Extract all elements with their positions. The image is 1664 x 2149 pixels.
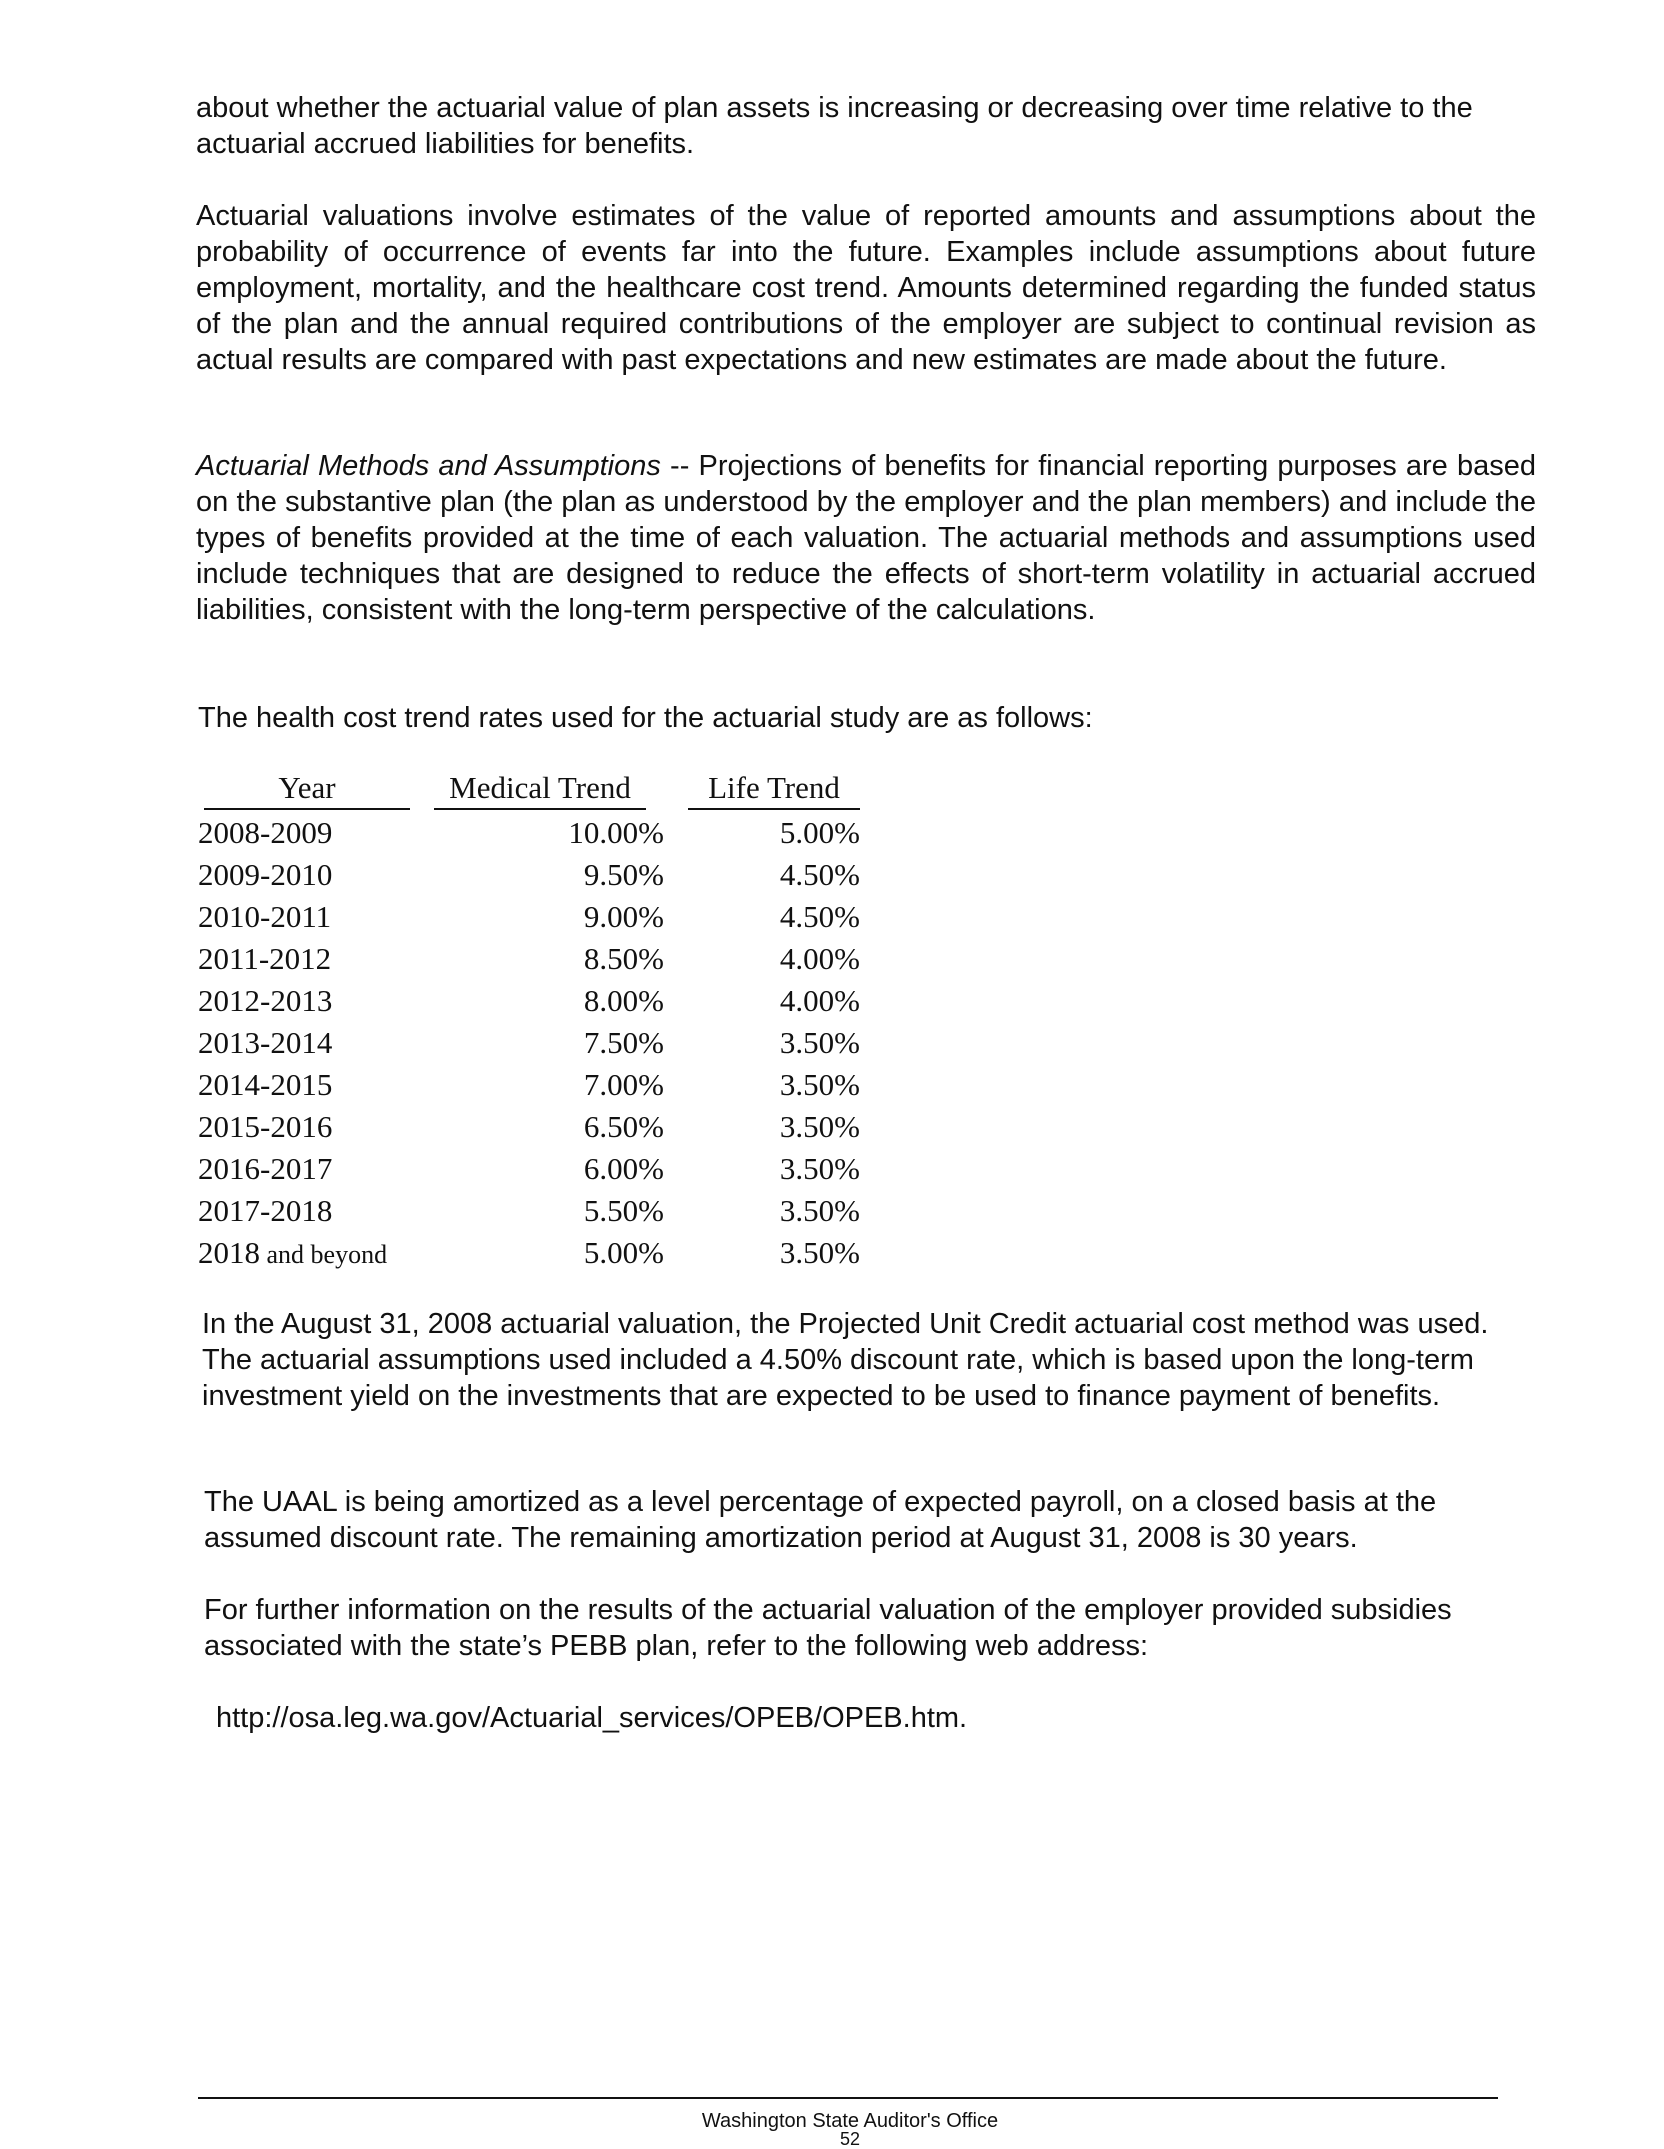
footer-rule (198, 2097, 1498, 2099)
footer-office-name: Washington State Auditor's Office (701, 2110, 999, 2132)
paragraph-intro: about whether the actuarial value of plan assets is increasing or decreasing over time relative to the actuarial accrued liabilities for benefits. (196, 92, 1473, 160)
trend-table-row (198, 1232, 860, 1274)
cell-life-trend: 4.50% (779, 857, 860, 892)
trend-table-row (198, 854, 860, 896)
paragraph-trend-intro: The health cost trend rates used for the actuarial study are as follows: (198, 702, 1093, 734)
cell-year: 2015-2016 (198, 1109, 333, 1144)
cell-life-trend: 3.50% (779, 1109, 860, 1144)
page-number: 52 (839, 2129, 861, 2149)
cell-medical-trend: 10.00% (568, 815, 664, 850)
paragraph-valuations: Actuarial valuations involve estimates of the value of reported amounts and assumptions about the probability of occurrence of events far into the future. Examples include assumptions about future employment, mortality, and the healthcare cost trend. Amounts determined regarding the funded status of the plan and the annual required contributions of the employer are subject to continual revision as actual results are compared with past expectations and new estimates are made about the future. (196, 200, 1536, 376)
trend-table-row (198, 1148, 860, 1190)
cell-year: 2008-2009 (198, 815, 333, 850)
cell-life-trend: 3.50% (779, 1067, 860, 1102)
cell-life-trend: 3.50% (779, 1025, 860, 1060)
cell-medical-trend: 5.50% (583, 1193, 664, 1228)
cell-year: 2013-2014 (198, 1025, 333, 1060)
header-year: Year (198, 770, 416, 812)
cell-year: 2011-2012 (198, 941, 332, 976)
cell-year: 2016-2017 (198, 1151, 333, 1186)
cell-medical-trend: 9.00% (583, 899, 664, 934)
cell-medical-trend: 6.00% (583, 1151, 664, 1186)
paragraph-further-info: For further information on the results of the actuarial valuation of the employer provided subsidies associated with the state’s PEBB plan, refer to the following web address: (204, 1594, 1452, 1662)
cell-life-trend: 3.50% (779, 1235, 860, 1270)
cell-medical-trend: 5.00% (583, 1235, 664, 1270)
trend-table-row (198, 1022, 860, 1064)
pebb-web-address[interactable]: http://osa.leg.wa.gov/Actuarial_services/OPEB/OPEB.htm. (216, 1702, 968, 1734)
cell-life-trend: 4.00% (779, 941, 860, 976)
cell-life-trend: 3.50% (779, 1193, 860, 1228)
cell-year: 2017-2018 (198, 1193, 333, 1228)
paragraph-uaal: The UAAL is being amortized as a level percentage of expected payroll, on a closed basis at the assumed discount rate. The remaining amortization period at August 31, 2008 is 30 years. (204, 1486, 1437, 1554)
methods-heading: Actuarial Methods and Assumptions (196, 450, 661, 482)
cell-year: 2010-2011 (198, 899, 332, 934)
cell-year: 2018 and beyond (198, 1235, 388, 1270)
cell-medical-trend: 7.50% (583, 1025, 664, 1060)
cell-year: 2009-2010 (198, 857, 333, 892)
trend-table-header-row (198, 770, 860, 812)
cell-medical-trend: 7.00% (583, 1067, 664, 1102)
cell-life-trend: 5.00% (779, 815, 860, 850)
trend-table-row (198, 812, 860, 854)
trend-table-row (198, 896, 860, 938)
methods-body: -- Projections of benefits for financial reporting purposes are based on the substantive plan (the plan as understood by the employer and the plan members) and include the types of benefits provided at the time of each valuation. The actuarial methods and assumptions used include techniques that are designed to reduce the effects of short-term volatility in actuarial accrued liabilities, consistent with the long-term perspective of the calculations. (196, 450, 1536, 626)
cell-medical-trend: 6.50% (583, 1109, 664, 1144)
header-medical-trend: Medical Trend (416, 770, 670, 812)
trend-table-row (198, 980, 860, 1022)
header-life-trend: Life Trend (670, 770, 860, 812)
cell-life-trend: 4.00% (779, 983, 860, 1018)
trend-table-body (198, 812, 860, 1274)
cell-medical-trend: 8.00% (583, 983, 664, 1018)
trend-table-row (198, 938, 860, 980)
paragraph-methods (196, 448, 1536, 628)
cell-medical-trend: 8.50% (583, 941, 664, 976)
paragraph-valuation-2008: In the August 31, 2008 actuarial valuation, the Projected Unit Credit actuarial cost method was used. The actuarial assumptions used included a 4.50% discount rate, which is based upon the long-term investment yield on the investments that are expected to be used to finance payment of benefits. (202, 1308, 1489, 1412)
trend-table-row (198, 1064, 860, 1106)
cell-life-trend: 4.50% (779, 899, 860, 934)
cell-medical-trend: 9.50% (583, 857, 664, 892)
trend-table-row (198, 1106, 860, 1148)
trend-rates-table (198, 770, 860, 1274)
cell-year: 2012-2013 (198, 983, 333, 1018)
cell-life-trend: 3.50% (779, 1151, 860, 1186)
cell-year: 2014-2015 (198, 1067, 333, 1102)
trend-table-row (198, 1190, 860, 1232)
